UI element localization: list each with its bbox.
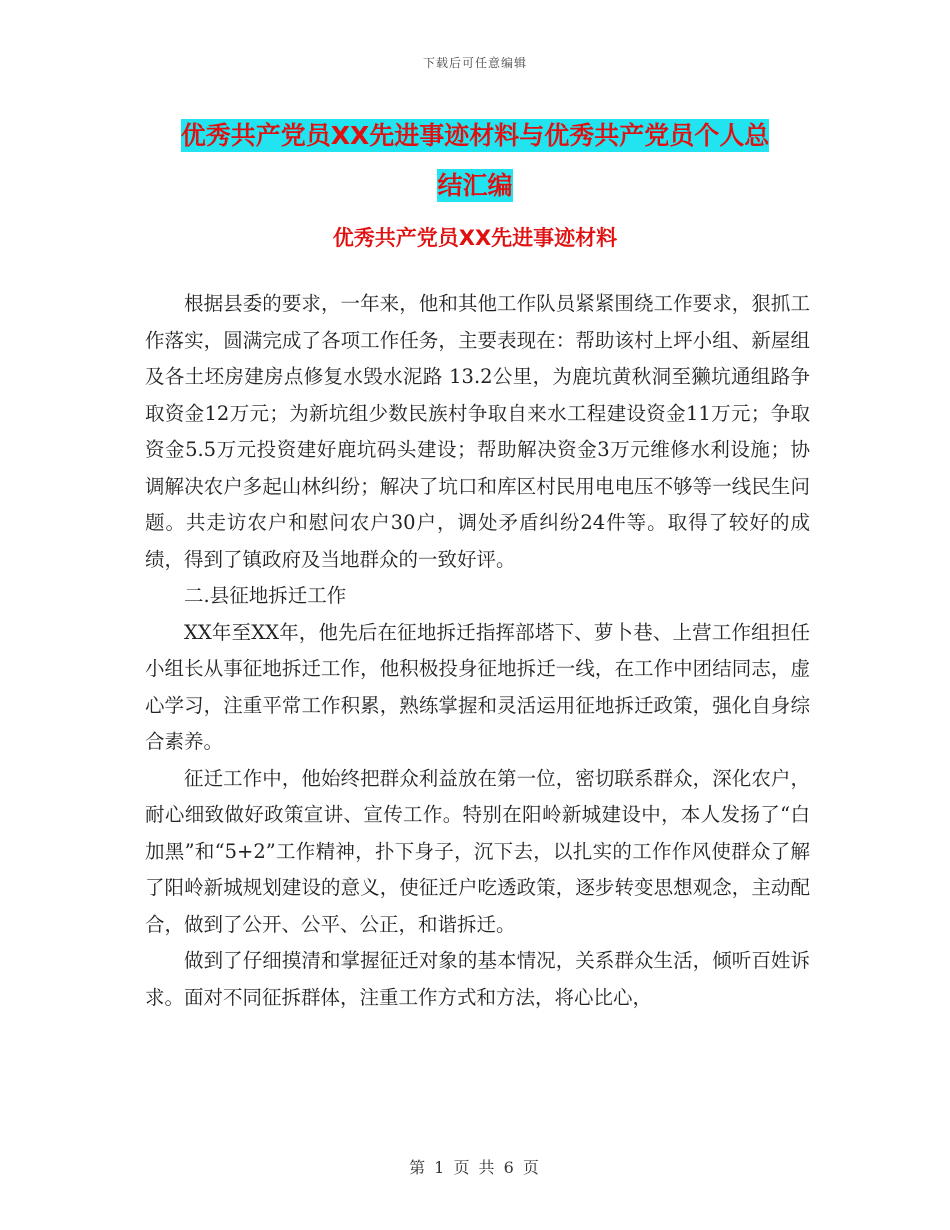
paragraph: 征迁工作中，他始终把群众利益放在第一位，密切联系群众，深化农户，耐心细致做好政策宣讲、宣传工作。特别在阳岭新城建设中，本人发扬了“白加黑”和“5+2”工作精神，扑下身子，沉下去，以扎实的工作作风使群众了解了阳岭新城规划建设的意义，使征迁户吃透政策，逐步转变思想观念，主动配合，做到了公开、公平、公正，和谐拆迁。 bbox=[145, 766, 810, 936]
title-line-1: 优秀共产党员XX先进事迹材料与优秀共产党员个人总 bbox=[180, 121, 770, 150]
document-title bbox=[0, 111, 950, 211]
section-heading: 二.县征地拆迁工作 bbox=[184, 584, 347, 607]
section-subtitle: 优秀共产党员XX先进事迹材料 bbox=[332, 226, 618, 250]
page-footer: 第 1 页 共 6 页 bbox=[409, 1158, 541, 1177]
paragraph: 做到了仔细摸清和掌握征迁对象的基本情况，关系群众生活，倾听百姓诉求。面对不同征拆群体，注重工作方式和方法，将心比心， bbox=[145, 949, 810, 1009]
paragraph: 根据县委的要求，一年来，他和其他工作队员紧紧围绕工作要求，狠抓工作落实，圆满完成了各项工作任务，主要表现在：帮助该村上坪小组、新屋组及各土坯房建房点修复水毁水泥路 13.2公里，为鹿坑黄秋洞至獭坑通组路争取资金12万元；为新坑组少数民族村争取自来水工程建设资金11万元；争取资金5.5万元投资建好鹿坑码头建设；帮助解决资金3万元维修水利设施；协调解决农户多起山林纠纷；解决了坑口和库区村民用电电压不够等一线民生问题。共走访农户和慰问农户30户，调处矛盾纠纷24件等。取得了较好的成绩，得到了镇政府及当地群众的一致好评。 bbox=[145, 292, 810, 571]
paragraph: XX年至XX年，他先后在征地拆迁指挥部塔下、萝卜巷、上营工作组担任小组长从事征地拆迁工作，他积极投身征地拆迁一线，在工作中团结同志，虚心学习，注重平常工作积累，熟练掌握和灵活运用征地拆迁政策，强化自身综合素养。 bbox=[145, 620, 810, 753]
body-text bbox=[145, 286, 810, 1016]
header-note: 下载后可任意编辑 bbox=[422, 56, 527, 70]
title-line-2: 结汇编 bbox=[437, 171, 513, 200]
